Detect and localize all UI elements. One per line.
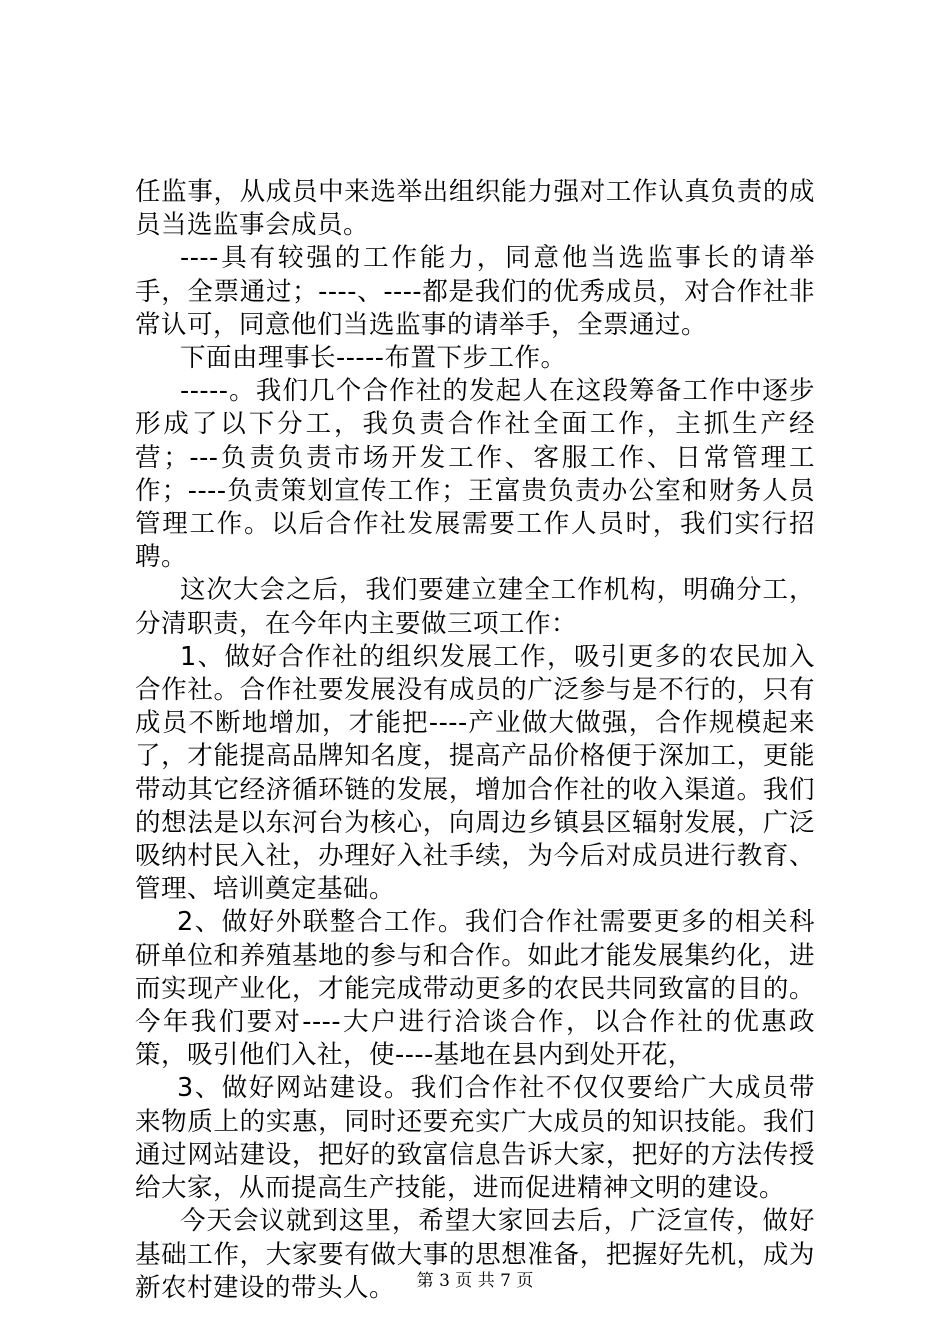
paragraph-8: 3、做好网站建设。我们合作社不仅仅要给广大成员带来物质上的实惠，同时还要充实广大成员的知识技能。我们通过网站建设，把好的致富信息告诉大家，把好的方法传授给大家，从而提高生产技能，进而促进精神文明的建设。 — [135, 1073, 815, 1204]
paragraph-6: 1、做好合作社的组织发展工作，吸引更多的农民加入合作社。合作社要发展没有成员的广泛参与是不行的，只有成员不断地增加，才能把----产业做大做强，合作规模起来了，才能提高品牌知名度，提高产品价格便于深加工，更能带动其它经济循环链的发展，增加合作社的收入渠道。我们的想法是以东河台为核心，向周边乡镇县区辐射发展，广泛吸纳村民入社，办理好入社手续，为今后对成员进行教育、管理、培训奠定基础。 — [135, 641, 815, 905]
paragraph-2: ----具有较强的工作能力，同意他当选监事长的请举手，全票通过；----、----都是我们的优秀成员，对合作社非常认可，同意他们当选监事的请举手，全票通过。 — [135, 243, 815, 340]
document-body — [135, 176, 815, 1305]
page-footer: 第 3 页 共 7 页 — [416, 1271, 534, 1291]
paragraph-9: 今天会议就到这里，希望大家回去后，广泛宣传，做好基础工作，大家要有做大事的思想准备，把握好先机，成为新农村建设的带头人。 — [135, 1206, 815, 1303]
paragraph-3: 下面由理事长-----布置下步工作。 — [180, 343, 567, 374]
paragraph-1: 任监事，从成员中来选举出组织能力强对工作认真负责的成员当选监事会成员。 — [135, 177, 815, 241]
paragraph-7: 2、做好外联整合工作。我们合作社需要更多的相关科研单位和养殖基地的参与和合作。如此才能发展集约化，进而实现产业化，才能完成带动更多的农民共同致富的目的。今年我们要对----大户进行洽谈合作，以合作社的优惠政策，吸引他们入社，使----基地在县内到处开花， — [135, 907, 815, 1071]
paragraph-4: -----。我们几个合作社的发起人在这段筹备工作中逐步形成了以下分工，我负责合作社全面工作，主抓生产经营；---负责负责市场开发工作、客服工作、日常管理工作；----负责策划宣传工作；王富贵负责办公室和财务人员管理工作。以后合作社发展需要工作人员时，我们实行招聘。 — [135, 376, 815, 573]
paragraph-5: 这次大会之后，我们要建立建全工作机构，明确分工，分清职责，在今年内主要做三项工作： — [135, 575, 815, 639]
